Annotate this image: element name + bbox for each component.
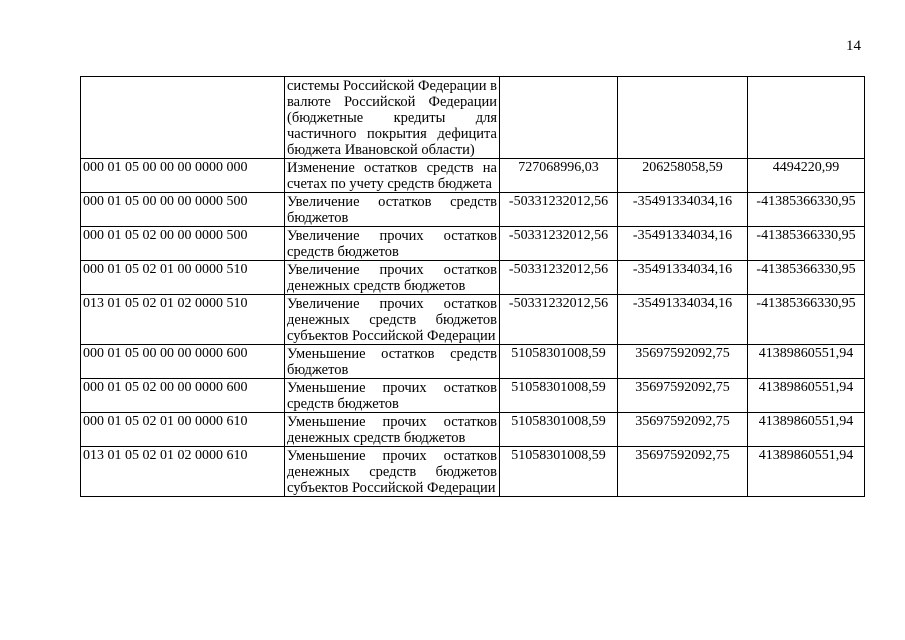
- amount-year3-cell: -41385366330,95: [748, 193, 865, 227]
- table-row: [81, 413, 865, 447]
- item-name-cell: Увеличение прочих остатков средств бюджетов: [285, 227, 500, 261]
- amount-year1-cell: -50331232012,56: [500, 261, 618, 295]
- amount-year3-cell: 41389860551,94: [748, 447, 865, 497]
- budget-code-cell: 000 01 05 02 00 00 0000 500: [81, 227, 285, 261]
- amount-year1-cell: -50331232012,56: [500, 227, 618, 261]
- table-row: [81, 159, 865, 193]
- amount-year1-cell: -50331232012,56: [500, 193, 618, 227]
- budget-code-cell: 000 01 05 00 00 00 0000 000: [81, 159, 285, 193]
- amount-year2-cell: -35491334034,16: [618, 193, 748, 227]
- budget-code-cell: 013 01 05 02 01 02 0000 510: [81, 295, 285, 345]
- item-name-cell: Уменьшение прочих остатков денежных средств бюджетов: [285, 413, 500, 447]
- budget-code-cell: 000 01 05 02 01 00 0000 610: [81, 413, 285, 447]
- amount-year3-cell: -41385366330,95: [748, 227, 865, 261]
- amount-year1-cell: [500, 77, 618, 159]
- table-row: [81, 77, 865, 159]
- amount-year3-cell: [748, 77, 865, 159]
- budget-code-cell: 013 01 05 02 01 02 0000 610: [81, 447, 285, 497]
- table-row: [81, 227, 865, 261]
- budget-code-cell: 000 01 05 00 00 00 0000 600: [81, 345, 285, 379]
- item-name-cell: Увеличение остатков средств бюджетов: [285, 193, 500, 227]
- amount-year3-cell: 4494220,99: [748, 159, 865, 193]
- item-name-cell: Уменьшение прочих остатков средств бюджетов: [285, 379, 500, 413]
- amount-year2-cell: -35491334034,16: [618, 295, 748, 345]
- amount-year1-cell: 51058301008,59: [500, 345, 618, 379]
- amount-year3-cell: -41385366330,95: [748, 295, 865, 345]
- amount-year2-cell: 35697592092,75: [618, 413, 748, 447]
- amount-year1-cell: 727068996,03: [500, 159, 618, 193]
- amount-year2-cell: -35491334034,16: [618, 227, 748, 261]
- amount-year1-cell: 51058301008,59: [500, 379, 618, 413]
- table-row: [81, 345, 865, 379]
- amount-year3-cell: 41389860551,94: [748, 379, 865, 413]
- amount-year2-cell: 35697592092,75: [618, 345, 748, 379]
- table-row: [81, 447, 865, 497]
- amount-year3-cell: -41385366330,95: [748, 261, 865, 295]
- table-row: [81, 193, 865, 227]
- amount-year3-cell: 41389860551,94: [748, 413, 865, 447]
- table-row: [81, 379, 865, 413]
- budget-code-cell: 000 01 05 02 01 00 0000 510: [81, 261, 285, 295]
- budget-code-cell: [81, 77, 285, 159]
- amount-year1-cell: 51058301008,59: [500, 447, 618, 497]
- table-row: [81, 295, 865, 345]
- page-number: 14: [846, 38, 861, 54]
- amount-year3-cell: 41389860551,94: [748, 345, 865, 379]
- amount-year1-cell: -50331232012,56: [500, 295, 618, 345]
- budget-code-cell: 000 01 05 02 00 00 0000 600: [81, 379, 285, 413]
- item-name-cell: системы Российской Федерации в валюте Российской Федерации (бюджетные кредиты для частичного покрытия дефицита бюджета Ивановской области): [285, 77, 500, 159]
- table-row: [81, 261, 865, 295]
- amount-year1-cell: 51058301008,59: [500, 413, 618, 447]
- budget-code-cell: 000 01 05 00 00 00 0000 500: [81, 193, 285, 227]
- item-name-cell: Увеличение прочих остатков денежных средств бюджетов: [285, 261, 500, 295]
- amount-year2-cell: 35697592092,75: [618, 379, 748, 413]
- amount-year2-cell: -35491334034,16: [618, 261, 748, 295]
- item-name-cell: Уменьшение прочих остатков денежных средств бюджетов субъектов Российской Федерации: [285, 447, 500, 497]
- item-name-cell: Уменьшение остатков средств бюджетов: [285, 345, 500, 379]
- item-name-cell: Увеличение прочих остатков денежных средств бюджетов субъектов Российской Федерации: [285, 295, 500, 345]
- item-name-cell: Изменение остатков средств на счетах по учету средств бюджета: [285, 159, 500, 193]
- amount-year2-cell: [618, 77, 748, 159]
- budget-sources-table: [80, 76, 865, 497]
- amount-year2-cell: 206258058,59: [618, 159, 748, 193]
- amount-year2-cell: 35697592092,75: [618, 447, 748, 497]
